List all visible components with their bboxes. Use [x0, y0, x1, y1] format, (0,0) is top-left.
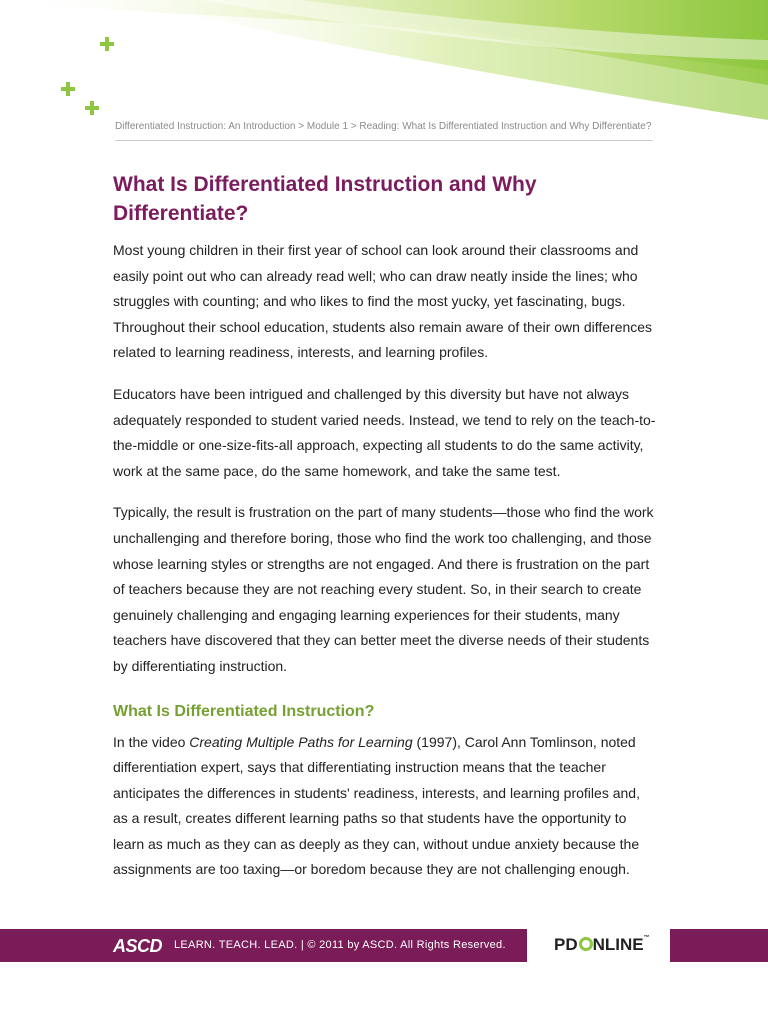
video-title: Creating Multiple Paths for Learning [189, 733, 413, 750]
text-segment: (1997), Carol Ann Tomlinson, noted differentiation expert, says that differentiating instruction means that the teacher anticipates the differences in students' readiness, interests, and learning profiles and, as a result, creates different learning paths so that students have the opportunity to learn as much as they can as deeply as they can, without undue anxiety because the assignments are too taxing—or boredom because they are not challenging enough. [113, 733, 640, 878]
pd-online-logo [554, 935, 650, 955]
footer-copyright: LEARN. TEACH. LEAD. | © 2011 by ASCD. All Rights Reserved. [174, 939, 506, 951]
trademark: ™ [643, 935, 650, 941]
plus-icon [61, 82, 75, 96]
plus-icon [100, 37, 114, 51]
paragraph [113, 730, 658, 884]
pd-online-suffix: NLINE [592, 935, 644, 954]
section-heading: What Is Differentiated Instruction? [113, 702, 375, 720]
plus-icon [85, 101, 99, 115]
article-content [113, 170, 658, 899]
paragraph: Educators have been intrigued and challenged by this diversity but have not always adequately responded to student varied needs. Instead, we tend to rely on the teach-to-the-middle or one-size-fits-all approach, expecting all students to do the same activity, work at the same pace, do the same homework, and take the same test. [113, 385, 656, 479]
page-title: What Is Differentiated Instruction and Why Differentiate? [113, 173, 537, 225]
text-segment: In the video [113, 733, 190, 750]
online-o-icon [579, 937, 593, 951]
paragraph: Typically, the result is frustration on the part of many students—those who find the work unchallenging and therefore boring, those who find the work too challenging, and those whose learning styles or strengths are not engaged. And there is frustration on the part of teachers because they are not reaching every student. So, in their search to create genuinely challenging and engaging learning experiences for their students, many teachers have discovered that they can better meet the diverse needs of their students by differentiating instruction. [113, 504, 654, 674]
breadcrumb: Differentiated Instruction: An Introduction > Module 1 > Reading: What Is Differentiated Instruction and Why Differentiate? [115, 121, 653, 141]
ascd-logo: ASCD [113, 936, 163, 956]
paragraph: Most young children in their first year of school can look around their classrooms and easily point out who can already read well; who can draw neatly inside the lines; who struggles with counting; and who likes to find the most yucky, yet fascinating, bugs. Throughout their school education, students also remain aware of their own differences related to learning readiness, interests, and learning profiles. [113, 242, 653, 361]
pd-online-prefix: PD [554, 935, 578, 954]
